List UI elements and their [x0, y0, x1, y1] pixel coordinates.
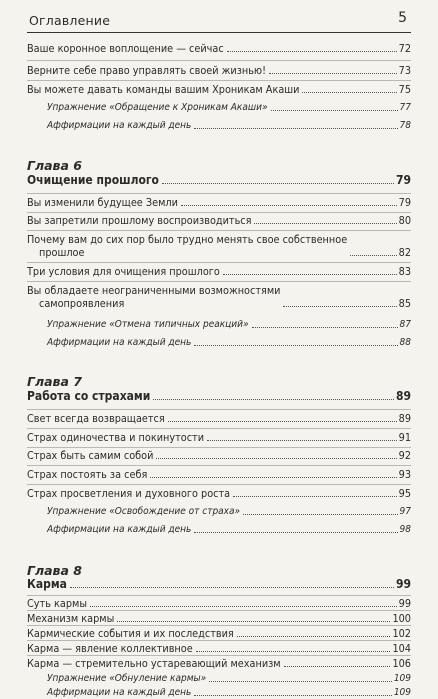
leader-dots	[150, 477, 396, 478]
toc-entry: Кармические события и их последствия 102	[27, 627, 411, 640]
chapter-title-entry: Работа со страхами 89	[27, 389, 411, 403]
leader-dots	[271, 110, 398, 111]
running-head	[27, 10, 411, 33]
running-head-title: Оглавление	[29, 13, 111, 28]
leader-dots	[207, 440, 397, 441]
toc-entry: Верните себе право управлять своей жизнью! 73	[27, 64, 411, 77]
chapter-title-entry: Карма 99	[27, 577, 411, 591]
leader-dots	[156, 458, 396, 459]
leader-dots	[181, 205, 397, 206]
leader-dots	[269, 73, 397, 74]
leader-dots	[194, 128, 397, 129]
divider	[27, 640, 411, 641]
toc-entry: Страх быть самим собой 92	[27, 449, 411, 462]
divider	[27, 447, 411, 448]
toc-entry: Страх просветления и духовного роста 95	[27, 487, 411, 500]
toc-entry: Три условия для очищения прошлого 83	[27, 265, 411, 278]
leader-dots	[162, 183, 394, 184]
toc-exercise-entry: Упражнение «Освобождение от страха» 97	[47, 506, 411, 517]
toc-exercise-entry: Упражнение «Обращение к Хроникам Акаши» 77	[47, 102, 411, 113]
chapter-title-entry: Очищение прошлого 79	[27, 173, 411, 187]
divider	[27, 80, 411, 81]
toc-entry: Суть кармы 99	[27, 597, 411, 610]
toc-exercise-entry: Упражнение «Обнуление кармы» 109	[47, 673, 411, 684]
divider	[27, 610, 411, 611]
leader-dots	[209, 681, 392, 682]
leader-dots	[284, 666, 391, 667]
divider	[27, 428, 411, 429]
divider	[27, 281, 411, 282]
toc-entry: Карма — явление коллективное 104	[27, 642, 411, 655]
divider	[27, 193, 411, 194]
leader-dots	[252, 327, 398, 328]
leader-dots	[194, 695, 391, 696]
divider	[27, 60, 411, 61]
leader-dots	[196, 651, 391, 652]
toc-affirmation-entry: Аффирмации на каждый день 98	[47, 524, 411, 535]
toc-entry: Страх постоять за себя 93	[27, 468, 411, 481]
toc-exercise-entry: Упражнение «Отмена типичных реакций» 87	[47, 319, 411, 330]
leader-dots	[350, 255, 396, 256]
divider	[27, 625, 411, 626]
toc-entry: Карма — стремительно устаревающий механизм 106	[27, 657, 411, 670]
toc-entry: Страх одиночества и покинутости 91	[27, 431, 411, 444]
leader-dots	[227, 51, 397, 52]
leader-dots	[168, 421, 397, 422]
chapter-label: Глава 7	[27, 374, 82, 389]
toc-entry: Вы запретили прошлому воспроизводиться 80	[27, 214, 411, 227]
leader-dots	[117, 621, 390, 622]
leader-dots	[153, 399, 394, 400]
divider	[27, 262, 411, 263]
divider	[27, 230, 411, 231]
toc-entry: Вы можете давать команды вашим Хроникам Акаши 75	[27, 83, 411, 96]
chapter-label: Глава 6	[27, 158, 82, 173]
divider	[27, 212, 411, 213]
toc-affirmation-entry: Аффирмации на каждый день 88	[47, 337, 411, 348]
toc-entry: Свет всегда возвращается 89	[27, 412, 411, 425]
divider	[27, 484, 411, 485]
divider	[27, 595, 411, 596]
leader-dots	[283, 306, 396, 307]
divider	[27, 465, 411, 466]
page-number: 5	[398, 10, 407, 26]
divider	[27, 655, 411, 656]
toc-affirmation-entry: Аффирмации на каждый день 109	[47, 687, 411, 698]
toc-entry: Ваше коронное воплощение — сейчас 72	[27, 42, 411, 55]
leader-dots	[194, 345, 397, 346]
leader-dots	[237, 636, 391, 637]
leader-dots	[90, 606, 397, 607]
toc-entry: Вы обладаете неограниченными возможностями самопроявления 85	[27, 284, 411, 310]
leader-dots	[223, 274, 397, 275]
toc-entry: Вы изменили будущее Земли 79	[27, 196, 411, 209]
toc-affirmation-entry: Аффирмации на каждый день 78	[47, 120, 411, 131]
toc-entry: Механизм кармы 100	[27, 612, 411, 625]
leader-dots	[194, 532, 397, 533]
toc-entry: Почему вам до сих пор было трудно менять свое собственное прошлое 82	[27, 233, 411, 259]
chapter-label: Глава 8	[27, 563, 82, 578]
leader-dots	[233, 496, 397, 497]
divider	[27, 409, 411, 410]
leader-dots	[243, 514, 397, 515]
leader-dots	[70, 587, 394, 588]
leader-dots	[302, 92, 396, 93]
leader-dots	[254, 223, 396, 224]
